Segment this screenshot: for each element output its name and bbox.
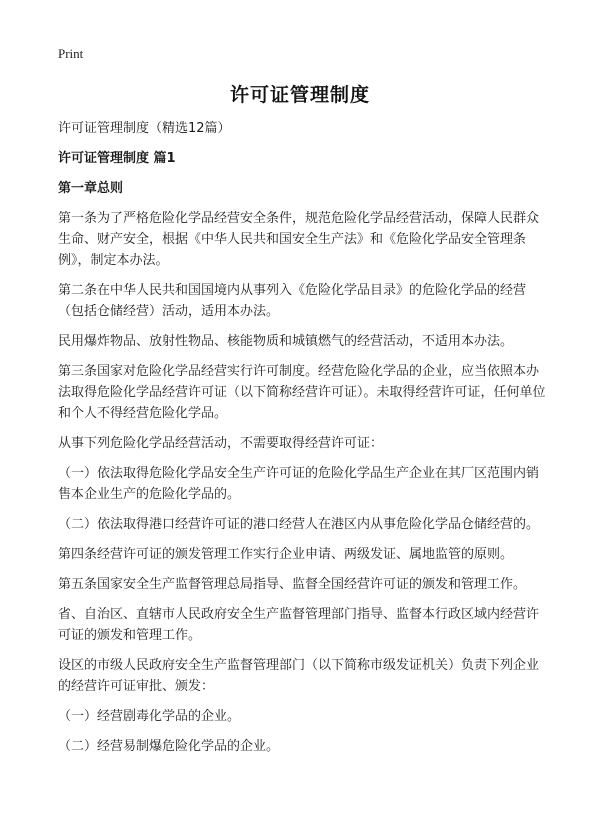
paragraph-article-5: 第五条国家安全生产监督管理总局指导、监督全国经营许可证的颁发和管理工作。 [58,577,527,592]
paragraph-article-2: 第二条在中华人民共和国国境内从事列入《危险化学品目录》的危险化学品的经营（包括仓储经营）活动，适用本办法。 [58,283,527,319]
document-subtitle: 许可证管理制度（精选12篇） [58,121,231,136]
list-item-exemption-1: （一）依法取得危险化学品安全生产许可证的危险化学品生产企业在其厂区范围内销售本企业生产的危险化学品的。 [58,466,540,502]
paragraph-exemption-intro: 从事下列危险化学品经营活动，不需要取得经营许可证： [58,436,384,451]
paragraph-exclusion: 民用爆炸物品、放射性物品、核能物质和城镇燃气的经营活动，不适用本办法。 [58,334,514,349]
section-title: 许可证管理制度 篇1 [58,151,176,166]
document-body [58,118,550,766]
document-title: 许可证管理制度 [229,84,370,106]
paragraph-provincial: 省、自治区、直辖市人民政府安全生产监督管理部门指导、监督本行政区域内经营许可证的颁发和管理工作。 [58,607,540,643]
print-link[interactable]: Print [58,46,84,61]
list-item-municipal-2: （二）经营易制爆危险化学品的企业。 [58,739,280,754]
chapter-title: 第一章总则 [58,181,124,196]
paragraph-article-3: 第三条国家对危险化学品经营实行许可制度。经营危险化学品的企业，应当依照本办法取得危险化学品经营许可证（以下简称经营许可证）。未取得经营许可证，任何单位和个人不得经营危险化学品。 [58,364,546,421]
paragraph-article-4: 第四条经营许可证的颁发管理工作实行企业申请、两级发证、属地监管的原则。 [58,547,514,562]
list-item-municipal-1: （一）经营剧毒化学品的企业。 [58,709,241,724]
paragraph-article-1: 第一条为了严格危险化学品经营安全条件，规范危险化学品经营活动，保障人民群众生命、财产安全，根据《中华人民共和国安全生产法》和《危险化学品安全管理条例》，制定本办法。 [58,211,540,268]
paragraph-municipal: 设区的市级人民政府安全生产监督管理部门（以下简称市级发证机关）负责下列企业的经营许可证审批、颁发： [58,658,540,694]
list-item-exemption-2: （二）依法取得港口经营许可证的港口经营人在港区内从事危险化学品仓储经营的。 [58,517,540,532]
